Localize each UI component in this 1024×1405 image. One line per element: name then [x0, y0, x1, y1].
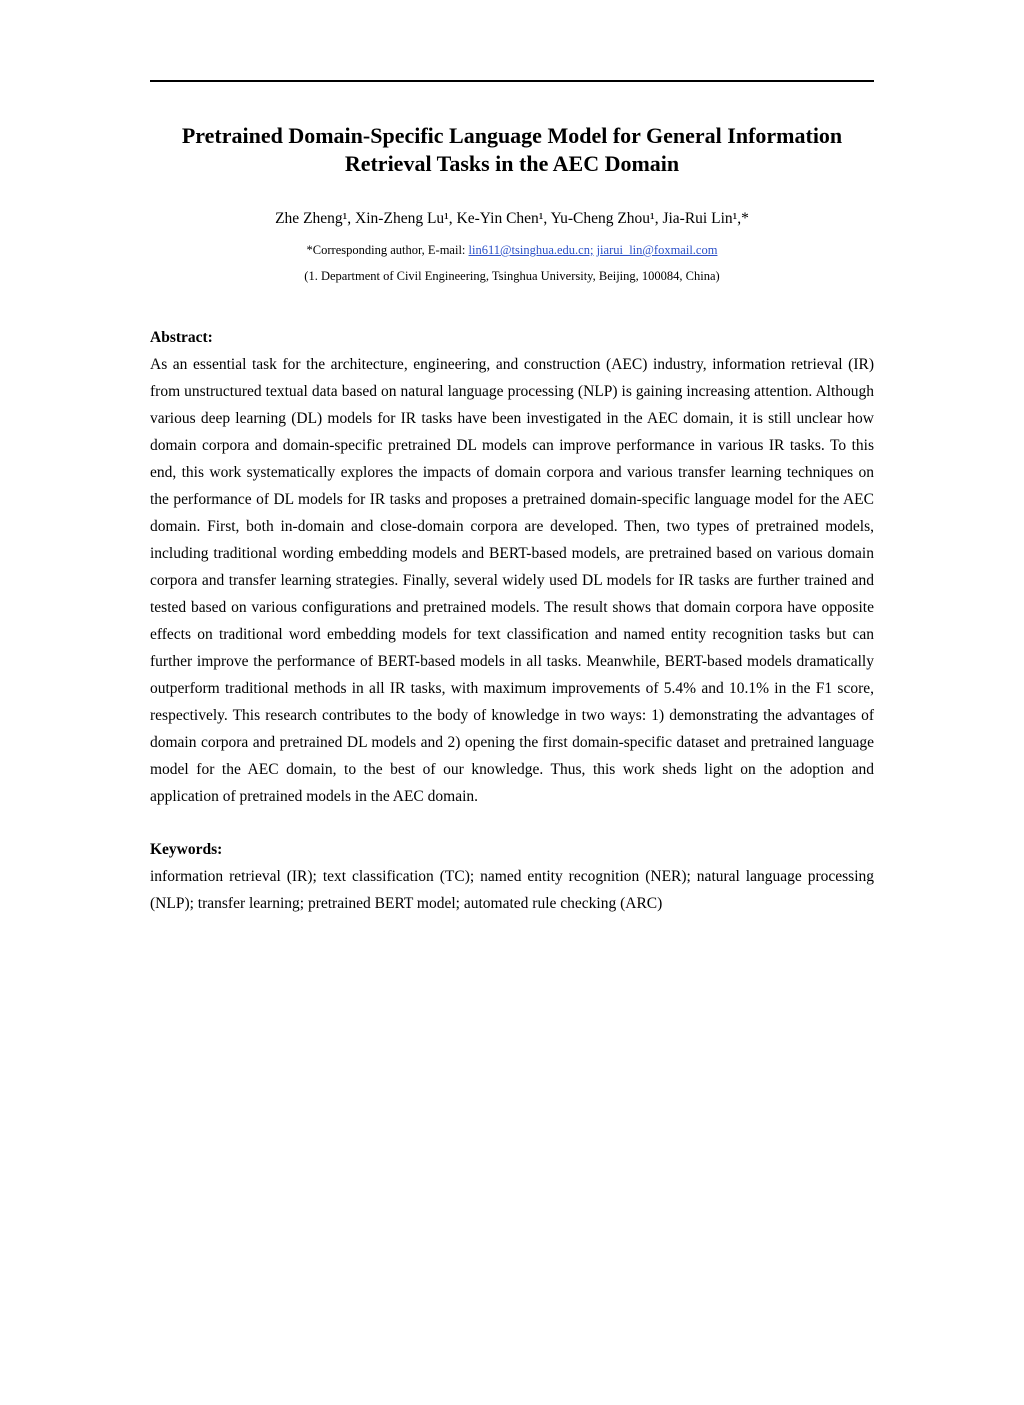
corresponding-author-line: [150, 242, 874, 258]
paper-page: [0, 80, 1024, 1405]
keywords-text: information retrieval (IR); text classification (TC); named entity recognition (NER); natural language processing (NLP); transfer learning; pretrained BERT model; automated rule checking (ARC): [150, 868, 874, 912]
abstract-text: As an essential task for the architecture, engineering, and construction (AEC) industry, information retrieval (IR) from unstructured textual data based on natural language processing (NLP) is gaining increasing attention. Although various deep learning (DL) models for IR tasks have been investigated in the AEC domain, it is still unclear how domain corpora and domain-specific pretrained DL models can improve performance in various IR tasks. To this end, this work systematically explores the impacts of domain corpora and various transfer learning techniques on the performance of DL models for IR tasks and proposes a pretrained domain-specific language model for the AEC domain. First, both in-domain and close-domain corpora are developed. Then, two types of pretrained models, including traditional wording embedding models and BERT-based models, are pretrained based on various domain corpora and transfer learning strategies. Finally, several widely used DL models for IR tasks are further trained and tested based on various configurations and pretrained models. The result shows that domain corpora have opposite effects on traditional word embedding models for text classification and named entity recognition tasks but can further improve the performance of BERT-based models in all tasks. Meanwhile, BERT-based models dramatically outperform traditional methods in all IR tasks, with maximum improvements of 5.4% and 10.1% in the F1 score, respectively. This research contributes to the body of knowledge in two ways: 1) demonstrating the advantages of domain corpora and pretrained DL models and 2) opening the first domain-specific dataset and pretrained language model for the AEC domain, to the best of our knowledge. Thus, this work sheds light on the adoption and application of pretrained models in the AEC domain.: [150, 356, 874, 805]
page-content: [150, 80, 874, 917]
corresponding-prefix: *Corresponding author, E-mail:: [306, 243, 469, 257]
abstract-heading: Abstract:: [150, 329, 213, 346]
keywords-heading: Keywords:: [150, 841, 223, 858]
affiliation-line: (1. Department of Civil Engineering, Tsinghua University, Beijing, 100084, China): [304, 269, 720, 283]
authors-line: Zhe Zheng¹, Xin-Zheng Lu¹, Ke-Yin Chen¹, Yu-Cheng Zhou¹, Jia-Rui Lin¹,*: [275, 210, 749, 227]
abstract-section: [150, 324, 874, 810]
paper-title-line1: Pretrained Domain-Specific Language Model for General Information: [181, 123, 843, 148]
paper-title: [150, 122, 874, 178]
header-rule: [150, 80, 874, 82]
email-link-tsinghua[interactable]: lin611@tsinghua.edu.cn;: [468, 243, 594, 257]
email-link-foxmail[interactable]: jiarui_lin@foxmail.com: [596, 243, 718, 257]
keywords-section: [150, 836, 874, 917]
paper-title-line2: Retrieval Tasks in the AEC Domain: [344, 151, 680, 176]
